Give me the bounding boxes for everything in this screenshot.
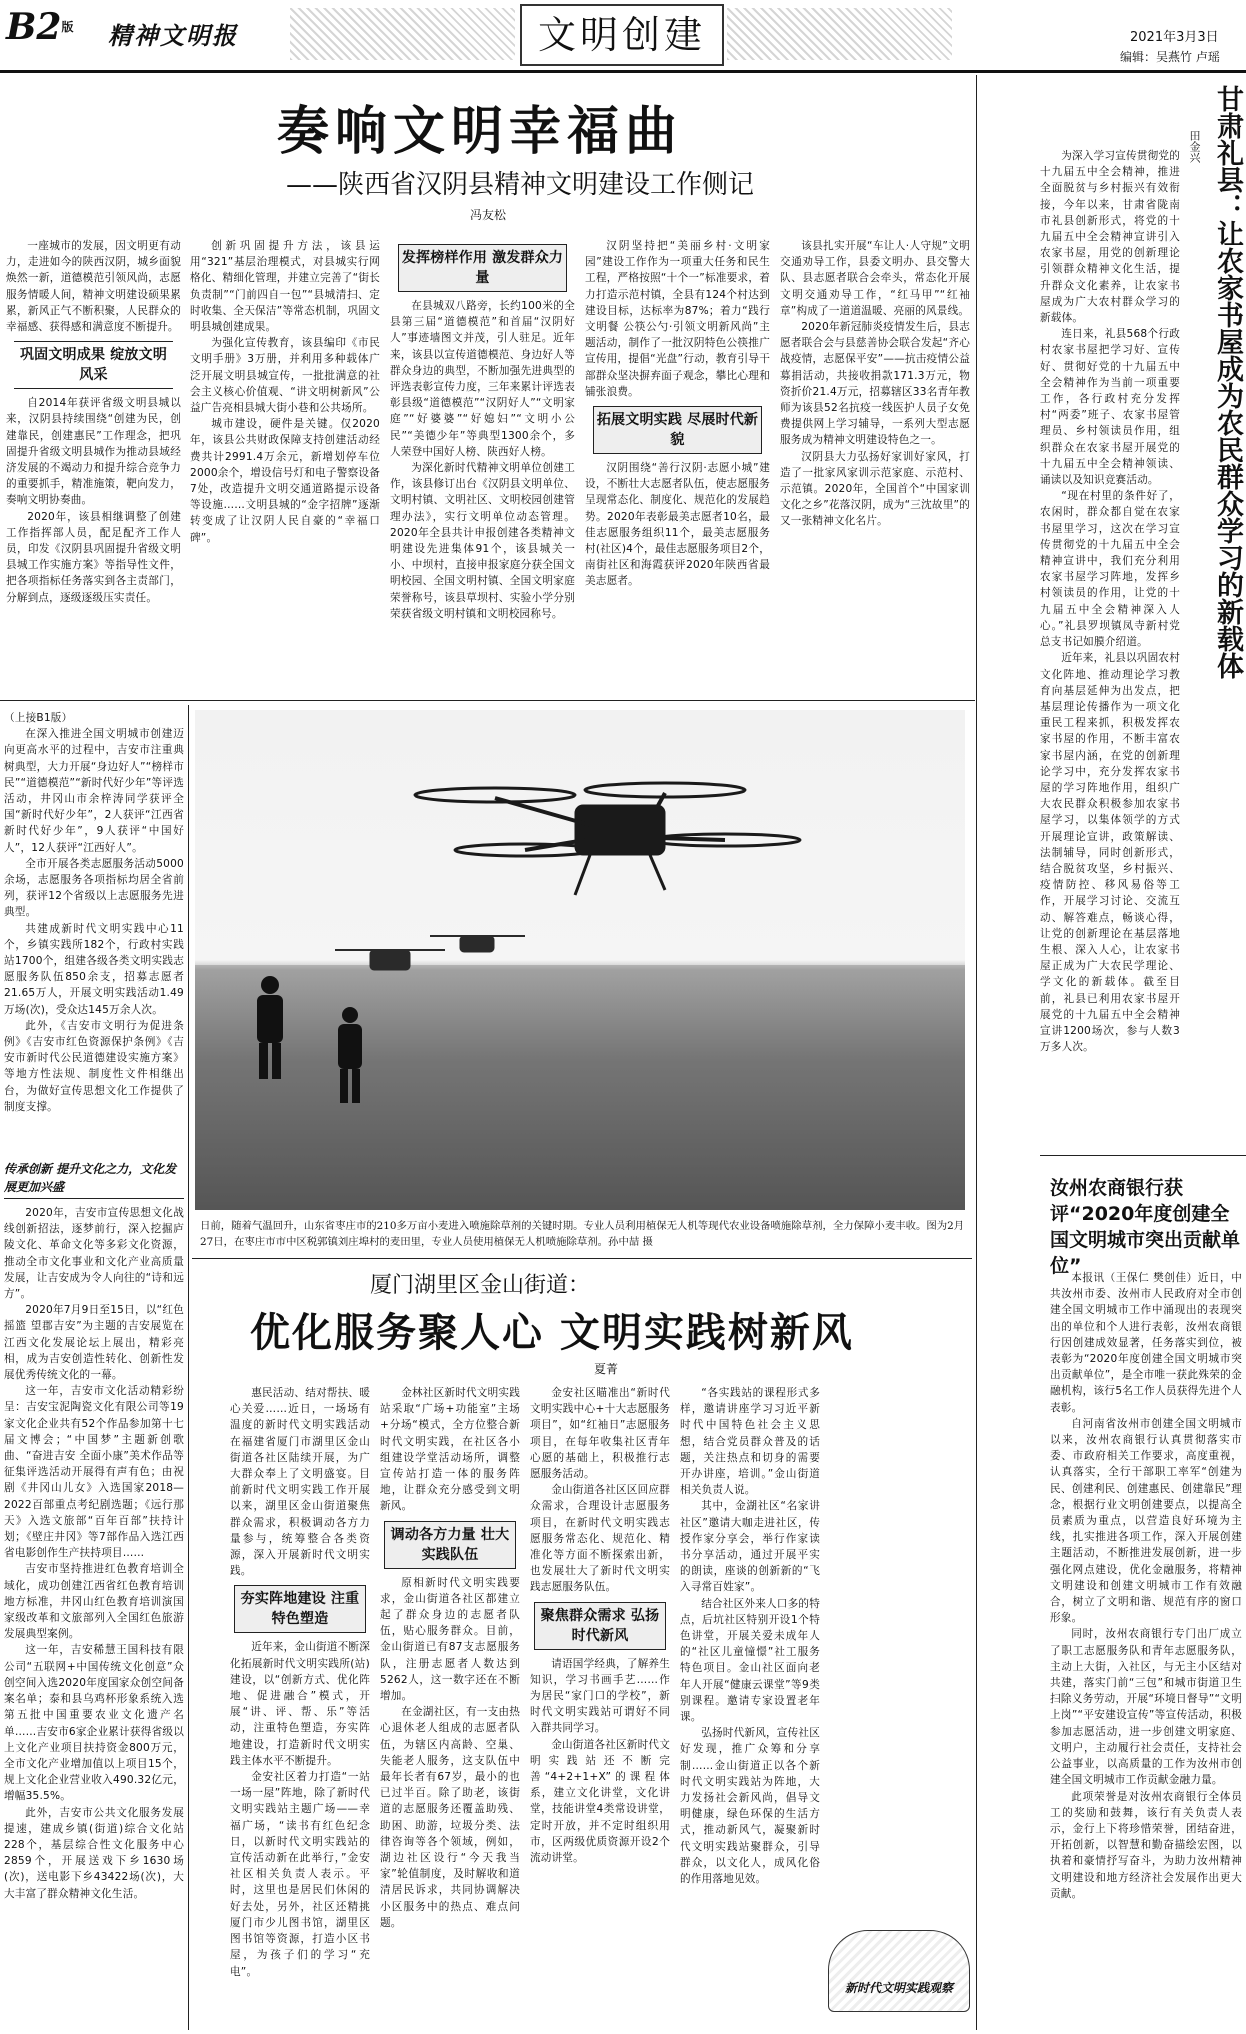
ruzhou-paragraph: 本报讯（王保仁 樊创佳）近日，中共汝州市委、汝州市人民政府对全市创建全国文明城市工作中涌现出的表现突出的单位和个人进行表彰，汝州农商银行因创建成效显著，任务落实到位，被表彰为“2020年度创建全国文明城市突出贡献单位”，是全市唯一获此殊荣的金融机构，该行5名工作人员获得先进个人表彰。 xyxy=(1050,1272,1242,1414)
xiamen-paragraph: 金林社区新时代文明实践站采取“广场+功能室”主场+分场“模式，全方位整合新时代文明实践，在社区各小组建设学堂活动场所，调整宣传站打造一体的服务阵地，让群众充分感受到文明新风。 xyxy=(380,1387,520,1513)
lead-column-1 xyxy=(6,238,181,690)
xiamen-badge-text: 新时代文明实践观察 xyxy=(844,1981,953,1995)
jian-paragraph: 此外，吉安市公共文化服务发展提速，建成乡镇(街道)综合文化站228个，基层综合性文化服务中心2859个，开展送戏下乡1630场(次)，送电影下乡43422场(次)，大大丰富了群众精神文化生活。 xyxy=(4,1806,184,1900)
lead-paragraph: 汉阴围绕“善行汉阴·志愿小城”建设，不断壮大志愿者队伍，使志愿服务呈现常态化、制度化、规范化的发展趋势。2020年表彰最美志愿者10名，最佳志愿服务组织11个，最美志愿服务村(社区)4个，最佳志愿服务项目2个，南街社区和海霞获评2020年陕西省最美志愿者。 xyxy=(585,462,770,588)
left-column-divider xyxy=(188,705,189,2030)
xiamen-column-2 xyxy=(380,1385,520,2030)
jian-paragraph: 这一年，吉安市文化活动精彩纷呈：吉安宝泥陶瓷文化有限公司等19家文化企业共有52个作品参加第十七届文博会；“中国梦”主题新创歌曲、“奋进吉安 全面小康”美术作品等征集评选活动开展得有声有色；由祝剧《井冈山儿女》入选国家2018—2022百部重点考纪剧选题；《远行那天》入选文旅部“百年百部”扶持计划；《壁庄井冈》等7部作品入选江西省电影创作生产扶持项目…… xyxy=(4,1385,184,1560)
lead-column-2 xyxy=(190,238,380,690)
jian-lead-in: （上接B1版） xyxy=(4,712,73,724)
lead-bottom-rule xyxy=(0,700,975,701)
page-code xyxy=(6,6,74,48)
lead-paragraph: 为强化宣传教育，该县编印《市民文明手册》3万册，并利用多种载体广泛开展文明县城宣传，一批批满意的社会主义核心价值观、“讲文明树新风”公益广告亮相县城大街小巷和公共场所。 xyxy=(190,337,380,415)
lead-column-5 xyxy=(780,238,970,690)
lead-paragraph: 2020年，该县相继调整了创建工作指挥部人员，配足配齐工作人员，印发《汉阴县巩固提升省级文明县城工作实施方案》等指导性文件，把各项指标任务落实到各主责部门，分解到点，逐级逐级压实责任。 xyxy=(6,510,181,604)
jian-body-top xyxy=(4,710,184,1150)
lead-paragraph: 2020年新冠肺炎疫情发生后，县志愿者联合会与县慈善协会联合发起“齐心战疫情，志愿保平安”——抗击疫情公益募捐活动，共接收捐款171.3万元，物资折价21.4万元，招募辖区33名青年教师为该县52名抗疫一线医护人员子女免费提供网上学习辅导，一系列大型志愿服务成为精神文明建设特色之一。 xyxy=(780,321,970,447)
news-photo xyxy=(195,710,965,1210)
xiamen-paragraph: 弘扬时代新风，宣传社区好发现，推广众筹和分享制……金山街道正以各个新时代文明实践站为阵地，大力发扬社会新风尚，倡导文明健康，绿色环保的生活方式，推动新风气，凝聚新时代文明实践站聚群众，引导群众，以文化人，成风化俗的作用落地见效。 xyxy=(680,1727,820,1886)
gansu-bottom-rule xyxy=(1040,1155,1246,1156)
ruzhou-paragraph: 自河南省汝州市创建全国文明城市以来，汝州农商银行认真贯彻落实市委、市政府相关工作要求，高度重视，认真落实，全行干部职工率军“创建为民、创建利民、创建惠民、创建靠民”理念，根据行业文明创建要点，以提高全员素质为重点，以营造良好环境为主线，扎实推进各项工作，深入开展创建主题活动，不断推进发展创新，进一步强化网点建设，优化金融服务，将精神文明建设和创建文明城市工作有效融合，树立了文明和谐、规范有序的窗口形象。 xyxy=(1050,1417,1242,1625)
xiamen-badge xyxy=(828,1930,970,2012)
photo-bottom-rule xyxy=(192,1258,972,1259)
gansu-paragraph: 近年来，礼县以巩固农村文化阵地、推动理论学习教育向基层延伸为出发点，把基层理论传播作为一项文化重民工程来抓，积极发挥农家书屋的作用，不断丰富农家书屋内涵，在党的创新理论学习中，充分发挥农家书屋的学习阵地作用，组织广大农民群众积极参加农家书屋学习，以集体领学的方式开展理论宣讲，政策解读、法制辅导，同时创新形式，结合脱贫攻坚，乡村振兴、疫情防控、移风易俗等工作，开展学习讨论、交流互动、解答难点，畅谈心得，让党的创新理论在基层落地生根、深入人心，让农家书屋正成为广大农民学理论、学文化的新载体。截至目前，礼县已利用农家书屋开展党的十九届五中全会精神宣讲1200场次，参与人数3万多人次。 xyxy=(1040,652,1180,1054)
paper-name: 精神文明报 xyxy=(108,21,238,50)
masthead-rule xyxy=(0,70,1246,73)
xiamen-subhead-3 xyxy=(534,1602,666,1650)
jian-body-bottom xyxy=(4,1205,184,2027)
jian-paragraph: 这一年，吉安稀慧王国科技有限公司“五联网+中国传统文化创意”众创空间入选2020年度国家众创空间备案名单；泰和县乌鸡杯形象系统入选第五批中国重要农业文化遗产名单……吉安市6家企业累计获得省级以上文化产业项目扶持资金800万元，全市文化产业增加值以上项目15个，规上文化企业营业收入490.32亿元，增幅35.5%。 xyxy=(4,1644,184,1803)
masthead-stripes-right xyxy=(727,8,952,60)
xiamen-paragraph: 惠民活动、结对帮扶、暖心关爱……近日，一场场有温度的新时代文明实践活动在福建省厦门市湖里区金山街道各社区陆续开展，为广大群众奉上了文明盛宴。目前新时代文明实践工作开展以来，湖里区金山街道聚焦群众需求，积极调动各方力量参与，统筹整合各类资源，深入开展新时代文明实践。 xyxy=(230,1387,370,1578)
xiamen-paragraph: 在金湖社区，有一支由热心退休老人组成的志愿者队伍，为辖区内高龄、空巢、失能老人服务，这支队伍中最年长者有67岁，最小的也已过半百。除了助老，该街道的志愿服务还覆盖助残、助困、助游，垃圾分类、法律咨询等各个领域，例如，湖边社区设行“今天我当家”轮值制度，及时解收和道清居民诉求，共同协调解决小区服务中的热点、难点问题。 xyxy=(380,1706,520,1929)
xiamen-subhead-2-text: 调动各方力量 壮大实践队伍 xyxy=(390,1526,510,1563)
lead-subhead-3: 拓展文明实践 尽展时代新貌 xyxy=(593,406,762,454)
lead-subtitle: ——陕西省汉阴县精神文明建设工作侧记 xyxy=(285,170,754,200)
xiamen-headline: 优化服务聚人心 文明实践树新风 xyxy=(250,1310,854,1356)
jian-paragraph: 2020年，吉安市宣传思想文化战线创新招法，逐梦前行，深入挖掘庐陵文化、革命文化等多彩文化资源，推动全市文化事业和文化产业高质量发展，让吉安成为令人向往的“诗和远方”。 xyxy=(4,1207,184,1301)
masthead xyxy=(0,0,1246,78)
lead-paragraph: 汉阴坚持把“美丽乡村·文明家园”建设工作作为一项重大任务和民生工程，严格按照“十个一”标准要求，着力打造示范村镇，全县有124个村达到建设目标，达标率为87%；着力“践行文明餐 公筷公勺·引领文明新风尚”主题活动，制作了一批汉阴特色公筷推广宣传用，提倡“光盘”行动，教育引导干部群众坚决摒弃面子观念，攀比心理和铺张浪费。 xyxy=(585,240,770,398)
xiamen-subhead-2 xyxy=(384,1521,516,1569)
drone-icon xyxy=(335,936,525,970)
xiamen-subhead-1 xyxy=(234,1585,366,1633)
masthead-stripes xyxy=(290,8,515,60)
xiamen-column-1 xyxy=(230,1385,370,2030)
xiamen-kicker: 厦门湖里区金山街道： xyxy=(370,1273,591,1298)
xiamen-subhead-3-text: 聚焦群众需求 弘扬时代新风 xyxy=(540,1607,660,1644)
issue-date: 2021年3月3日 xyxy=(1130,30,1219,45)
gansu-body xyxy=(1040,148,1180,1108)
xiamen-byline: 夏菁 xyxy=(594,1362,619,1376)
xiamen-paragraph: 原相新时代文明实践要求，金山街道各社区都建立起了群众身边的志愿者队伍，贴心服务群众。目前，金山街道已有87支志愿服务队，注册志愿者人数达到5262人，这一数字还在不断增加。 xyxy=(380,1576,520,1703)
lead-paragraph: 自2014年获评省级文明县城以来，汉阴县持续围绕“创建为民，创建靠民，创建惠民”工作理念，把巩固提升省级文明县城作为推动县域经济发展的不竭动力和提升综合竞争力的重要抓手，精准施策，靶向发力，奏响文明协奏曲。 xyxy=(6,397,181,507)
xiamen-paragraph: 其中，金湖社区“名家讲社区”邀请大咖走进社区，传授作家分享会，举行作家读书分享活动，通过开展平实的朗读，座谈的创新新的“飞入寻常百姓家”。 xyxy=(680,1500,820,1594)
jian-paragraph: 吉安市坚持推进红色教育培训全域化，成功创建江西省红色教育培训地方标准，井冈山红色教育培训演国家级改革和文旅部列入全国红色旅游发展典型案例。 xyxy=(4,1563,184,1641)
xiamen-paragraph: 金山街道各社区区回应群众需求，合理设计志愿服务项目，在新时代文明实践志愿服务常态化、规范化、精准化等方面不断探索出新，也发展壮大了新时代文明实践志愿服务队伍。 xyxy=(530,1484,670,1594)
photo-illustration xyxy=(195,710,965,1210)
jian-subhead: 传承创新 提升文化之力，文化发展更加兴盛 xyxy=(4,1160,184,1199)
lead-paragraph: 该县扎实开展“车让人·人守规”文明交通劝导工作，县委文明办、县交警大队、县志愿者联合会牵头，常态化开展文明交通劝导工作，“红马甲”“红袖章”构成了一道道温暖、亮丽的风景线。 xyxy=(780,240,970,317)
gansu-paragraph: 连日来，礼县568个行政村农家书屋把学习好、宣传好、贯彻好党的十九届五中全会精神作为当前一项重要工作，各行政村充分发挥村“两委”班子、农家书屋管理员、乡村领读员作用，组织群众在农家书屋开展党的十九届五中全会精神领读、诵读以及知识竞赛活动。 xyxy=(1040,328,1180,487)
xiamen-paragraph: 金山街道各社区新时代文明实践站还不断完善“4+2+1+X”的课程体系，建立文化讲堂，文化讲堂，技能讲堂4类常设讲堂，定时开放，并不定时组织用市，区两级优质资源开设2个流动讲堂。 xyxy=(530,1738,670,1865)
jian-paragraph: 共建成新时代文明实践中心11个，乡镇实践所182个，行政村实践站1700个，组建各级各类文明实践志愿服务队伍850余支，招募志愿者21.65万人，开展文明实践活动1.49万场(次)，受众达145万余人次。 xyxy=(4,922,184,1016)
gansu-headline: 甘肃礼县：让农家书屋成为农民群众学习的新载体 xyxy=(1212,85,1243,679)
lead-paragraph: 一座城市的发展，因文明更有动力，走进如今的陕西汉阴，城乡面貌焕然一新，道德模范引领风尚，志愿服务情暖人间，精神文明建设硕果累累，新风正气不断积聚，人民群众的幸福感、获得感和满意度不断提升。 xyxy=(6,240,181,334)
xiamen-paragraph: 金安社区瞄准出“新时代文明实践中心+十大志愿服务项目”，如“红袖日”志愿服务项目，在每年收集社区青年心愿的基础上，积极推行志愿服务活动。 xyxy=(530,1387,670,1481)
xiamen-column-4 xyxy=(680,1385,820,2030)
gansu-paragraph: “现在村里的条件好了，农闲时，群众都自觉在农家书屋里学习，这次在学习宣传贯彻党的十九届五中全会精神宣讲中，我们充分利用农家书屋学习阵地，发挥乡村领读员的作用，让党的十九届五中全会精神深入人心。”礼县罗坝镇凤寺新村党总支书记如膜介绍道。 xyxy=(1040,490,1180,649)
jian-paragraph: 全市开展各类志愿服务活动5000余场，志愿服务各项指标均居全省前列，获评12个省级以上志愿服务先进典型。 xyxy=(4,857,184,919)
right-column-divider xyxy=(976,75,977,2030)
lead-subhead-2: 发挥榜样作用 激发群众力量 xyxy=(398,244,567,292)
ruzhou-headline: 汝州农商银行获评“2020年度创建全国文明城市突出贡献单位” xyxy=(1050,1177,1241,1277)
ruzhou-paragraph: 此项荣誉是对汝州农商银行全体员工的奖励和鼓舞，该行有关负责人表示，金行上下将珍惜荣誉，团结奋进，开拓创新，以智慧和勤奋描绘宏图，以执着和豪情抒写奋斗，为助力汝州精神文明建设和地方经济社会发展作出更大贡献。 xyxy=(1050,1790,1242,1900)
xiamen-paragraph: 金安社区着力打造“一站一场一屋”阵地，除了新时代文明实践站主题广场——幸福广场，“读书有红色纪念日，以新时代文明实践站的宣传活动新在此举行，”金安社区相关负责人表示。平时，这里也是居民们休闲的好去处，另外，社区还精挑厦门市少儿图书馆，湖里区图书馆等资源，打造小区书屋，为孩子们的学习“充电”。 xyxy=(230,1771,370,1978)
lead-paragraph: 城市建设，硬件是关键。仅2020年，该县公共财政保障支持创建活动经费共计2991.4万余元，新增划停车位2000余个，增设信号灯和电子警察设备7处，改造提升文明交通道路提示设备等设施……文明县城的“金字招牌”逐渐转变成了让汉阴人民自豪的“幸福口碑”。 xyxy=(190,418,380,544)
xiamen-subhead-1-text: 夯实阵地建设 注重特色塑造 xyxy=(240,1591,360,1628)
xiamen-paragraph: 近年来，金山街道不断深化拓展新时代文明实践所(站)建设，以“创新方式、优化阵地、促进融合”模式，开展“讲、评、帮、乐”等活动，注重特色塑造，夯实阵地建设，打造新时代文明实践主体水平不断提升。 xyxy=(230,1641,370,1767)
xiamen-paragraph: “各实践站的课程形式多样，邀请讲座学习习近平新时代中国特色社会主义思想，结合党员群众普及的话题，关注热点和切身的需要开办讲座，培训。”金山街道相关负责人说。 xyxy=(680,1387,820,1497)
lead-column-4 xyxy=(585,238,770,690)
drone-icon xyxy=(415,783,800,895)
xiamen-paragraph: 请语国学经典，了解养生知识，学习书画手艺……作为居民“家门口的学校”，新时代文明实践站可谓好不同入群共同学习。 xyxy=(530,1657,670,1735)
lead-paragraph: 为深化新时代精神文明单位创建工作，该县修订出台《汉阴县文明单位、文明村镇、文明社区、文明校园创建管理办法》，实行文明单位动态管理。2020年全县共计申报创建各类精神文明建设先进集体91个，该县城关一小、中坝村，直接申报家庭分获全国文明校园、全国文明村镇、全国文明家庭荣誉称号，该县草坝村、实验小学分别荣获省级文明村镇和文明校园称号。 xyxy=(390,462,575,620)
lead-column-3 xyxy=(390,238,575,690)
jian-paragraph: 在深入推进全国文明城市创建迈向更高水平的过程中，吉安市注重典树典型，大力开展“身边好人”“榜样市民”“道德模范”“新时代好少年”等评选活动，井冈山市余梓涛同学获评全国“新时代好少年”，2人获评“江西省新时代好少年”，9人获评“中国好人”，12人获评“江西好人”。 xyxy=(4,728,184,854)
lead-paragraph: 汉阴县大力弘扬好家训好家风，打造了一批家风家训示范家庭、示范村、示范镇。2020年，全国首个“中国家训文化之乡”花落汉阴，成为“三沈故里”的又一张精神文化名片。 xyxy=(780,450,970,528)
lead-headline: 奏响文明幸福曲 xyxy=(276,102,683,162)
lead-paragraph: 在县城双八路旁，长约100米的全县第三届“道德模范”和首届“汉阴好人”事迹墙图文并茂，引人驻足。近年来，该县以宣传道德模范、身边好人等群众身边的典型，不断加强先进典型的评选表彰宣传力度，三年来累计评选表彰县级“道德模范”“汉阴好人”“文明家庭”“好婆婆”“好媳妇”“文明小公民”“美德少年”等典型1300余个，多人荣登中国好人榜、陕西好人榜。 xyxy=(390,300,575,458)
xiamen-paragraph: 结合社区外来人口多的特点，后坑社区特别开设1个特色讲堂，开展关爱未成年人的“社区儿童憧憬”社工服务特色项目。金山社区面向老年人开展“健康云课堂”等9类别课程。邀请专家设置老年课。 xyxy=(680,1597,820,1724)
gansu-byline: 田金兴 xyxy=(1188,130,1201,163)
lead-paragraph: 创新巩固提升方法，该县运用“321”基层治理模式，对县城实行网格化、精细化管理，并建立完善了“街长负责制”“门前四自一包”“县城清扫、定时收集、全天保洁”等常态机制，巩固文明县城创建成果。 xyxy=(190,240,380,334)
lead-subhead-1: 巩固文明成果 绽放文明风采 xyxy=(14,341,173,389)
jian-paragraph: 此外，《吉安市文明行为促进条例》《吉安市红色资源保护条例》《吉安市新时代公民道德建设实施方案》等地方性法规、制度性文件相继出台，为做好宣传思想文化工作提供了制度支撑。 xyxy=(4,1019,184,1113)
photo-caption: 日前，随着气温回升，山东省枣庄市的210多万亩小麦进入喷施除草剂的关键时期。专业人员利用植保无人机等现代农业设备喷施除草剂，全力保障小麦丰收。图为2月27日，在枣庄市市中区税郭镇刘庄埠村的麦田里，专业人员使用植保无人机喷施除草剂。孙中喆 摄 xyxy=(200,1220,965,1248)
jian-paragraph: 2020年7月9日至15日，以“红色摇篮 望郡吉安”为主题的吉安展览在江西文化发展论坛上展出，精彩亮相，成为吉安创造性转化、创新性发展优秀传统文化的一幕。 xyxy=(4,1304,184,1382)
page-code-suffix: 版 xyxy=(61,20,74,34)
section-title: 文明创建 xyxy=(520,4,724,66)
ruzhou-paragraph: 同时，汝州农商银行专门出厂成立了职工志愿服务队和青年志愿服务队，主动上大街，入社区，与无主小区结对共建，落实门前“三包”和城市街道卫生扫除义务劳动，开展“环境日督导”“文明上岗”“平安建设宣传”等宣传活动，积极参加志愿活动，进一步创建文明家庭、文明户，主动履行社会责任，支持社会公益事业，以高质量的工作为汝州市创建全国文明城市工作贡献金融力量。 xyxy=(1050,1628,1242,1787)
xiamen-column-3 xyxy=(530,1385,670,2030)
lead-byline: 冯友松 xyxy=(470,208,507,222)
editor-credit: 编辑：吴燕竹 卢瑶 xyxy=(1120,50,1220,64)
gansu-paragraph: 为深入学习宣传贯彻党的十九届五中全会精神，推进全面脱贫与乡村振兴有效衔接，今年以来，甘肃省陇南市礼县创新形式，将党的十九届五中全会精神宣讲引入农家书屋，用党的创新理论引领群众精神文化生活，提升群众文化素养，让农家书屋成为广大农村群众学习的新载体。 xyxy=(1040,150,1180,325)
page-code-number: B2 xyxy=(6,6,62,48)
ruzhou-body xyxy=(1050,1270,1242,2028)
